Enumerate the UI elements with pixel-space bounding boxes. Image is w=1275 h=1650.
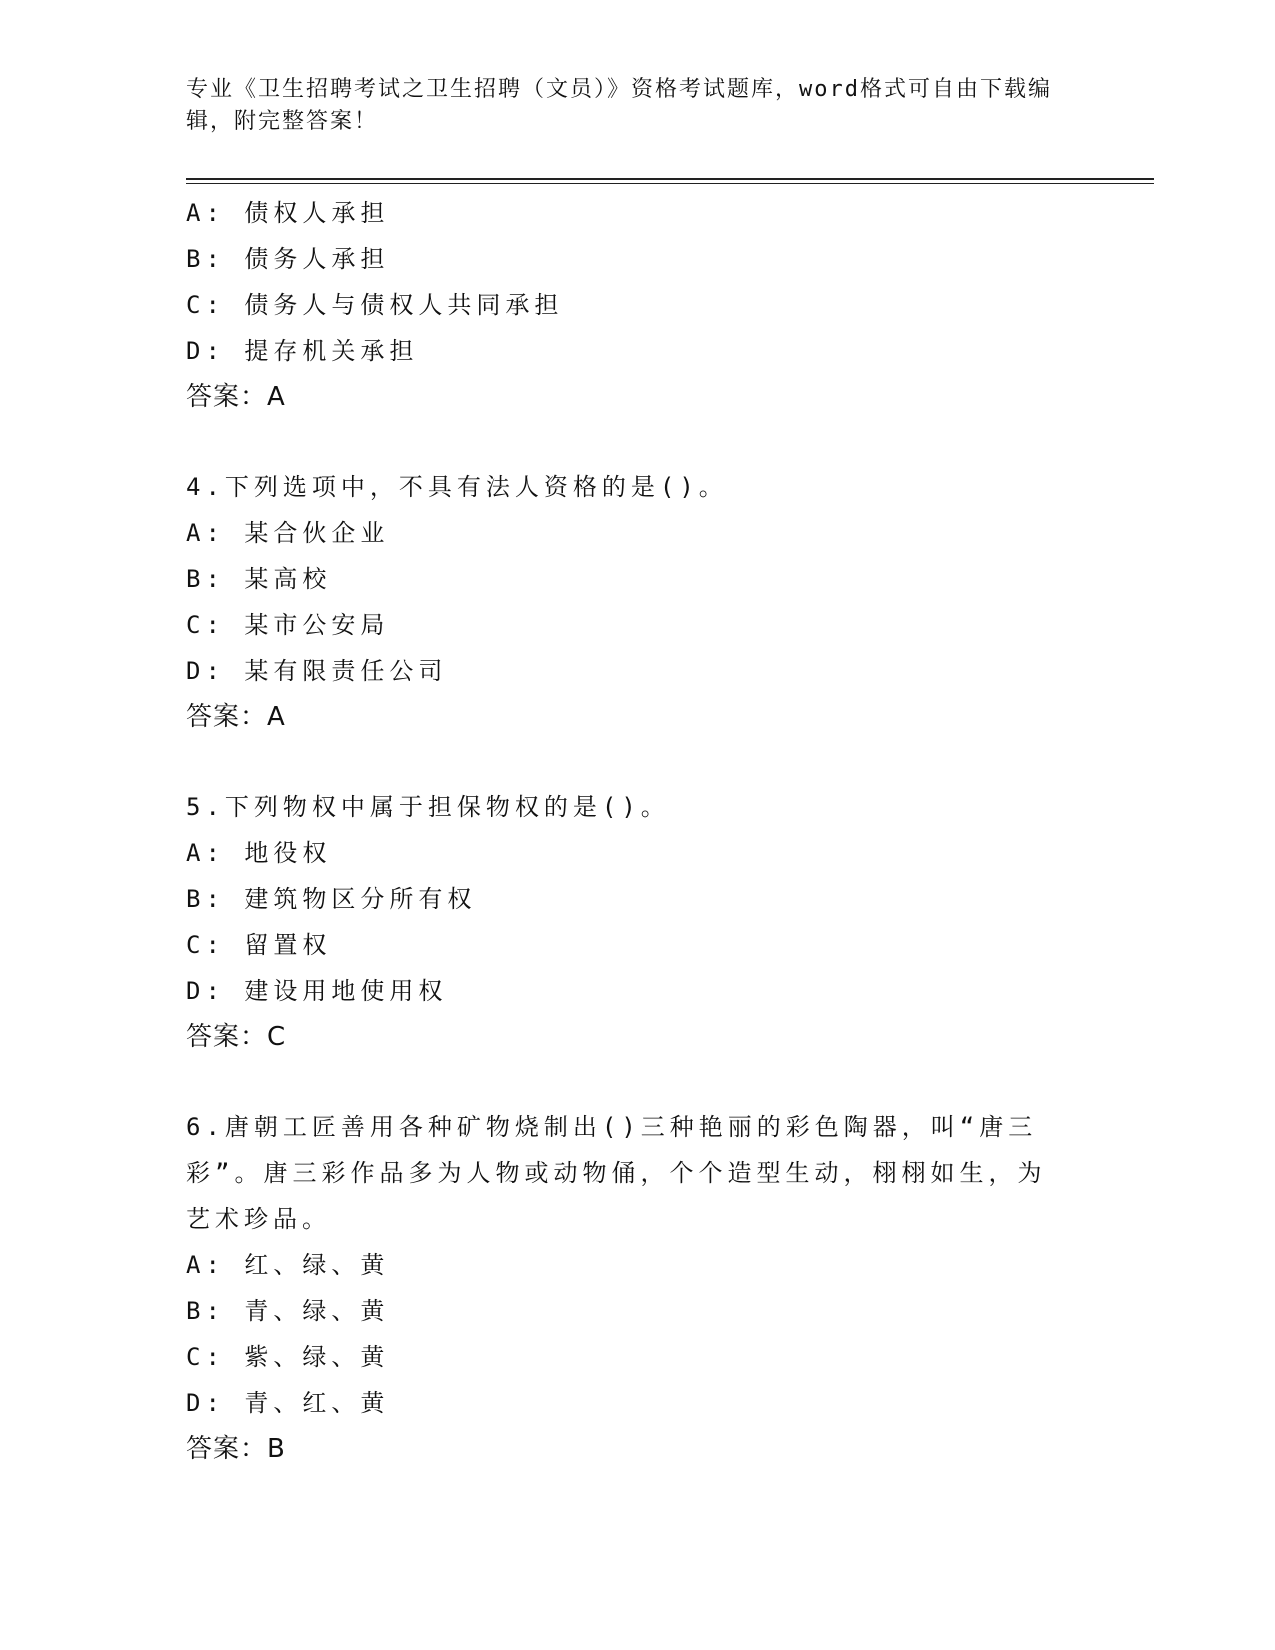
option-b: B: 建筑物区分所有权 (186, 885, 477, 913)
question-stem: 6.唐朝工匠善用各种矿物烧制出()三种艳丽的彩色陶器，叫“唐三彩”。唐三彩作品多为人物或动物俑，个个造型生动，栩栩如生，为艺术珍品。 (186, 1113, 1047, 1233)
option-b: B: 债务人承担 (186, 245, 390, 273)
question-stem: 4.下列选项中，不具有法人资格的是()。 (186, 473, 728, 501)
option-c: C: 债务人与债权人共同承担 (186, 291, 564, 319)
option-a: A: 某合伙企业 (186, 519, 390, 547)
option-d: D: 提存机关承担 (186, 337, 419, 365)
spacer (186, 420, 1066, 464)
option-b: B: 青、绿、黄 (186, 1297, 390, 1325)
option-d: D: 某有限责任公司 (186, 657, 448, 685)
option-a: A: 地役权 (186, 839, 332, 867)
option-d: D: 青、红、黄 (186, 1389, 390, 1417)
question-block-5 (186, 784, 1066, 1060)
answer-line: 答案：B (186, 1434, 286, 1464)
header-divider-thin (186, 183, 1154, 184)
document-page (186, 0, 1161, 1650)
spacer (186, 740, 1066, 784)
spacer (186, 1060, 1066, 1104)
question-block-prev (186, 190, 1066, 420)
answer-line: 答案：A (186, 382, 286, 412)
answer-line: 答案：A (186, 702, 286, 732)
option-b: B: 某高校 (186, 565, 332, 593)
question-block-6 (186, 1104, 1066, 1472)
option-a: A: 红、绿、黄 (186, 1251, 390, 1279)
header-divider-thick (186, 178, 1154, 180)
option-c: C: 留置权 (186, 931, 332, 959)
option-a: A: 债权人承担 (186, 199, 390, 227)
document-header: 专业《卫生招聘考试之卫生招聘（文员）》资格考试题库，word格式可自由下载编辑，附完整答案！ (186, 77, 1052, 134)
question-stem: 5.下列物权中属于担保物权的是()。 (186, 793, 670, 821)
option-c: C: 紫、绿、黄 (186, 1343, 390, 1371)
option-d: D: 建设用地使用权 (186, 977, 448, 1005)
question-block-4 (186, 464, 1066, 740)
answer-line: 答案：C (186, 1022, 287, 1052)
question-list (186, 190, 1066, 1472)
option-c: C: 某市公安局 (186, 611, 390, 639)
